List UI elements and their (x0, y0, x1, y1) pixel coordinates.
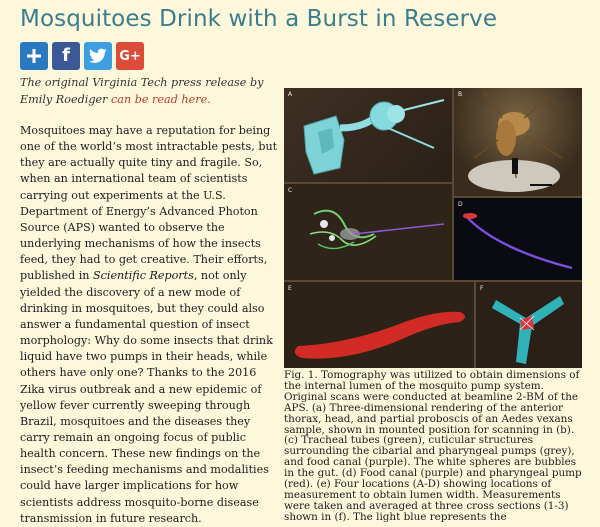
pump-lumen-image (284, 282, 474, 368)
panel-label-e: E (288, 285, 292, 292)
figure-panel-f (476, 282, 582, 368)
share-facebook-button[interactable] (52, 42, 80, 70)
figure-panel-b (454, 88, 582, 196)
figure-panel-e (284, 282, 474, 368)
panel-label-d: D (458, 201, 463, 208)
facebook-icon: f (62, 45, 70, 66)
share-googleplus-button[interactable] (116, 42, 144, 70)
tracheal-tubes-image (284, 184, 452, 280)
press-release-link[interactable]: can be read here. (111, 92, 211, 106)
twitter-icon (89, 48, 107, 64)
body-paragraph-part2: , not only yielded the discovery of a new mode of drinking in mosquitoes, but they could also answer a fundamental question of insect morphology: Why do some insects that drink liquid have two pumps in their heads, while others have only one? Thanks to the 2016 Zika virus outbreak and a new epidemic of yellow fever currently sweeping through Brazil, mosquitoes and the diseases they carry remain an ongoing focus of public health concern. These new findings on the insect’s feeding mechanisms and modalities could have larger implications for how scientists address mosquito-borne disease transmission in future research. (20, 269, 273, 525)
thorax-rendering-image (284, 88, 452, 182)
share-twitter-button[interactable] (84, 42, 112, 70)
figure-panel-c (284, 184, 452, 280)
panel-label-f: F (480, 285, 484, 292)
article-title: Mosquitoes Drink with a Burst in Reserve (20, 6, 498, 32)
googleplus-icon: G+ (119, 48, 141, 64)
press-release-credit (20, 75, 280, 108)
cross-section-image (476, 282, 582, 368)
panel-label-a: A (288, 91, 293, 98)
plus-icon (26, 48, 42, 64)
figure-panel-a (284, 88, 452, 182)
journal-name: Scientific Reports (93, 269, 194, 283)
body-paragraph-part1: Mosquitoes may have a reputation for being one of the world’s most intractable pests, but they are actually quite tiny and fragile. So, when an international team of scientists carrying out experiments at the U.S. Department of Energy’s Advanced Photon Source (APS) wanted to observe the underlying mechanisms of how the insects feed, they had to get creative. Their efforts, published in (20, 124, 278, 283)
food-canal-image (454, 198, 582, 280)
figure-caption: Fig. 1. Tomography was utilized to obtain dimensions of the internal lumen of the mosquito pump system. Original scans were conducted at beamline 2-BM of the APS. (a) Three-dimensional rendering of the anterior thorax, head, and partial proboscis of an Aedes vexans sample, shown in mounted position for scanning in (b). (c) Tracheal tubes (green), cuticular structures surrounding the cibarial and pharyngeal pumps (grey), and food canal (purple). The white spheres are bubbles in the gut. (d) Food canal (purple) and pharyngeal pump (red). (e) Four locations (A-D) showing locations of measurement to obtain lumen width. Measurements were taken and averaged at three cross sections (1-3) shown in (f). The light blue represents the (284, 369, 582, 523)
figure-panel-d (454, 198, 582, 280)
figure-image (284, 88, 582, 368)
credit-text: The original Virginia Tech press release by Emily Roediger (20, 76, 264, 106)
share-bar (20, 42, 144, 70)
mosquito-photo-image (454, 88, 582, 196)
share-plus-button[interactable] (20, 42, 48, 70)
panel-label-b: B (458, 91, 463, 98)
article-body (20, 123, 282, 527)
panel-label-c: C (288, 187, 293, 194)
